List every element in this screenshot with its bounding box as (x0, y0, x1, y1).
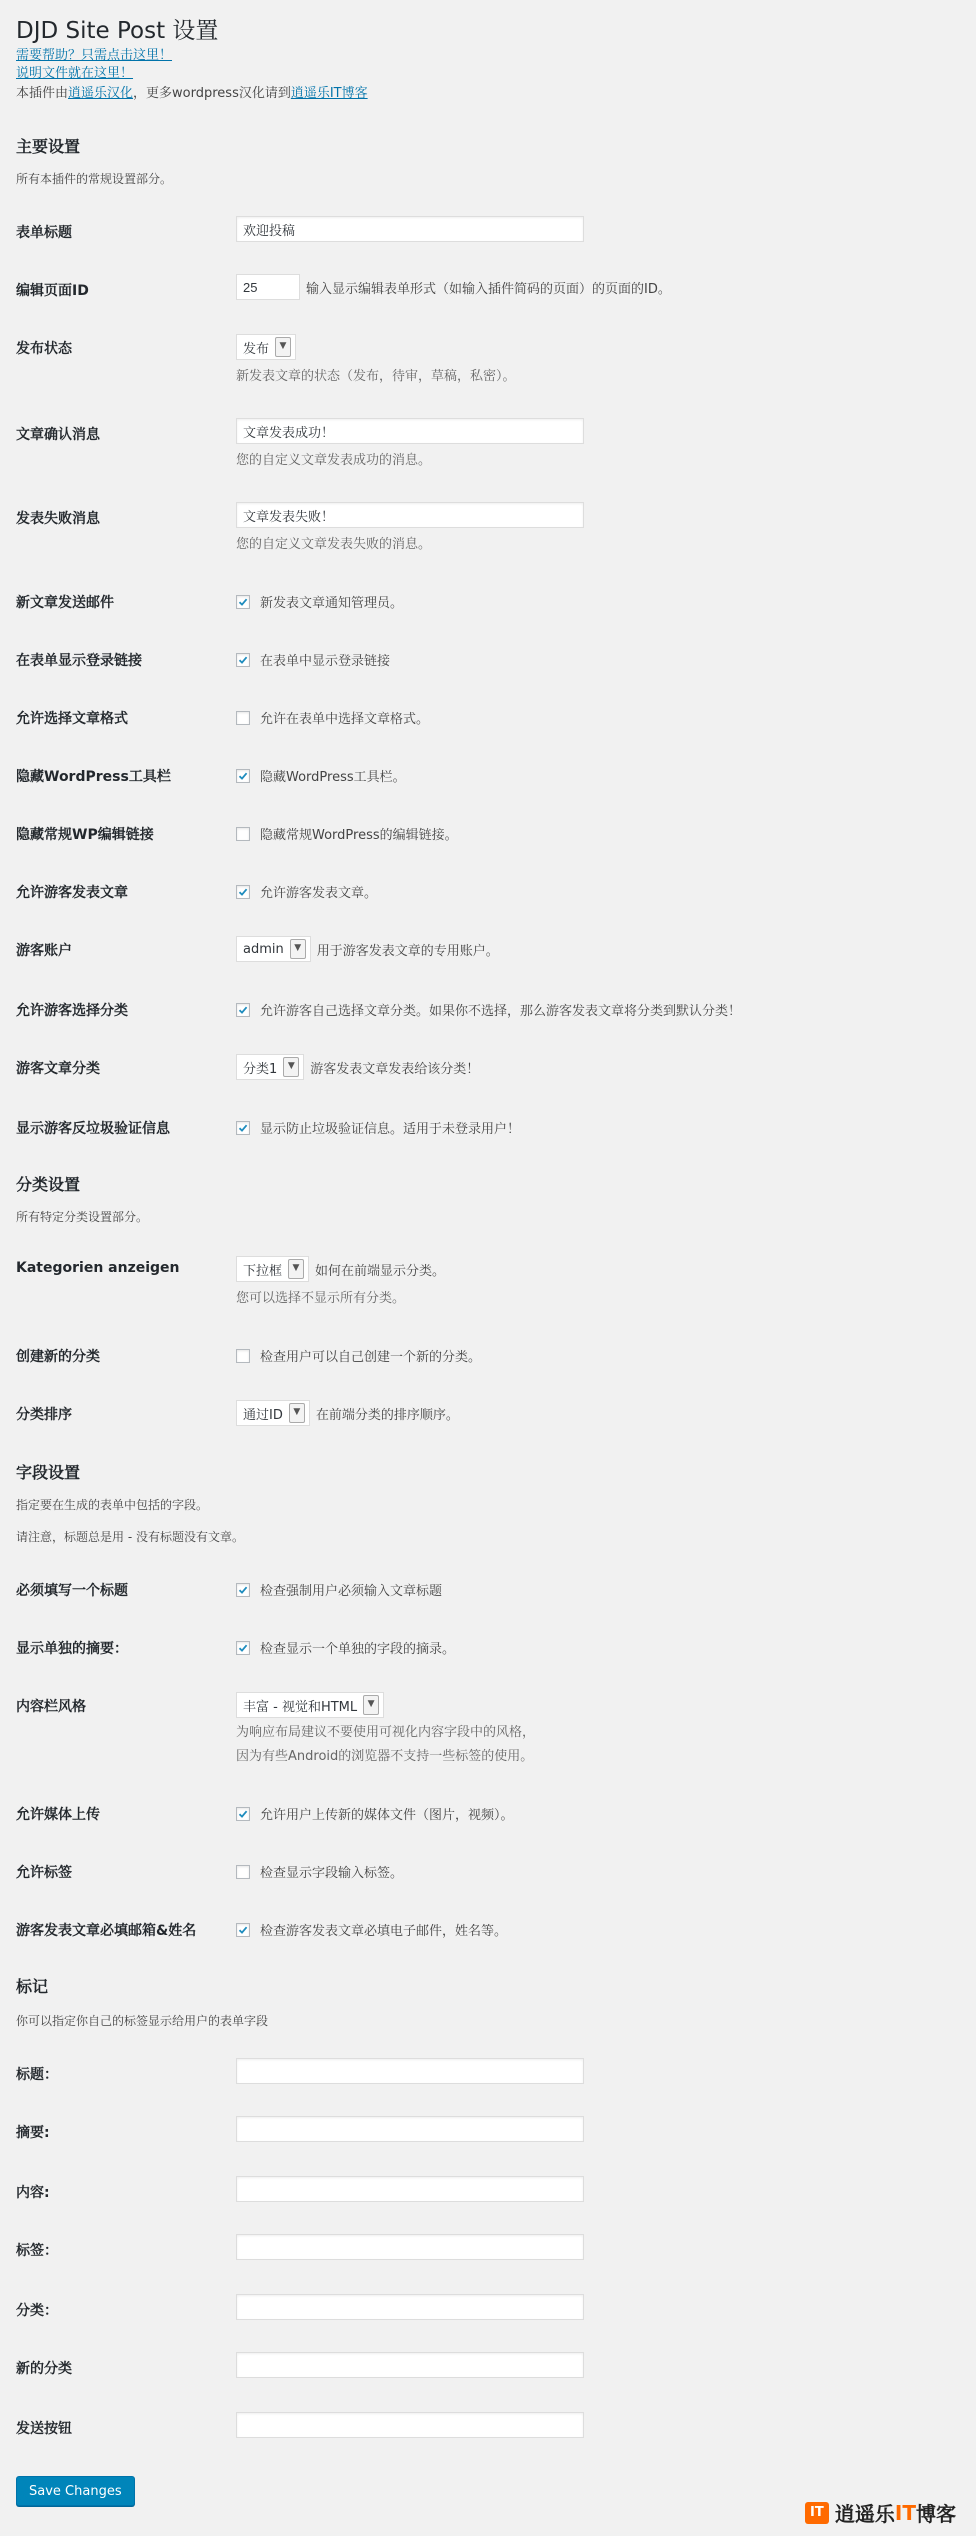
logo-text-a: 逍遥乐 (834, 2502, 895, 2526)
new-category-label-label: 新的分类 (16, 2361, 72, 2377)
checkmark-icon (238, 1809, 248, 1819)
checkmark-icon (238, 887, 248, 897)
new-post-email-checkbox[interactable] (236, 595, 250, 609)
allow-media-checkbox[interactable] (236, 1807, 250, 1821)
allow-post-format-control (236, 708, 429, 727)
fail-message-control (236, 502, 584, 528)
excerpt-label-input[interactable] (236, 2116, 584, 2142)
show-spam-info-control (236, 1118, 520, 1137)
create-category-label: 创建新的分类 (16, 1349, 100, 1365)
confirm-message-input[interactable] (236, 418, 584, 444)
section-heading-labels: 标记 (16, 1977, 49, 1996)
guest-category-value: 分类1 (243, 1061, 278, 1077)
guest-account-select[interactable] (236, 936, 311, 962)
tags-label-label: 标签： (16, 2243, 58, 2259)
watermark-logo (805, 2498, 956, 2527)
section-desc-labels: 你可以指定你自己的标签显示给用户的表单字段 (16, 2014, 269, 2028)
category-order-label: 分类排序 (16, 1407, 72, 1423)
show-spam-info-text: 显示防止垃圾验证信息。适用于未登录用户！ (260, 1122, 521, 1137)
guest-category-select[interactable] (236, 1054, 304, 1080)
hide-edit-link-text: 隐藏常规WordPress的编辑链接。 (260, 828, 458, 843)
allow-post-format-checkbox[interactable] (236, 711, 250, 725)
show-excerpt-control (236, 1638, 455, 1657)
guest-account-label: 游客账户 (16, 943, 72, 959)
title-label-label: 标题： (16, 2067, 58, 2083)
checkmark-icon (238, 1925, 248, 1935)
editor-style-control (236, 1692, 384, 1718)
tags-label-control (236, 2234, 584, 2260)
guest-email-name-control (236, 1920, 507, 1939)
credit-mid: ，更多wordpress汉化请到 (133, 86, 291, 101)
show-login-link-text: 在表单中显示登录链接 (260, 654, 391, 669)
hide-toolbar-control (236, 766, 406, 785)
allow-media-control (236, 1804, 514, 1823)
checkmark-icon (238, 1005, 248, 1015)
content-label-label: 内容: (16, 2185, 50, 2201)
section-heading-category: 分类设置 (16, 1175, 81, 1194)
category-order-value: 通过ID (243, 1407, 283, 1423)
show-categories-control (236, 1256, 445, 1282)
editor-style-value: 丰富 - 视觉和HTML (243, 1699, 358, 1715)
credit-prefix: 本插件由 (16, 86, 69, 101)
checkmark-icon (238, 655, 248, 665)
allow-post-format-label: 允许选择文章格式 (16, 711, 128, 727)
section-desc-fields-1: 指定要在生成的表单中包括的字段。 (16, 1498, 209, 1512)
chevron-down-icon: ▼ (290, 939, 306, 959)
publish-status-value: 发布 (243, 341, 270, 357)
checkmark-icon (238, 771, 248, 781)
form-title-input[interactable] (236, 216, 584, 242)
editor-style-hint: 为响应布局建议不要使用可视化内容字段中的风格， (236, 1725, 536, 1740)
category-order-control (236, 1400, 459, 1426)
new-post-email-text: 新发表文章通知管理员。 (260, 596, 404, 611)
allow-tags-text: 检查显示字段输入标签。 (260, 1866, 404, 1881)
create-category-text: 检查用户可以自己创建一个新的分类。 (260, 1350, 482, 1365)
section-desc-fields-2: 请注意，标题总是用 - 没有标题没有文章。 (16, 1530, 244, 1544)
create-category-checkbox[interactable] (236, 1349, 250, 1363)
show-categories-label: Kategorien anzeigen (16, 1260, 180, 1276)
publish-status-label: 发布状态 (16, 341, 72, 357)
guest-category-hint: 游客发表文章发表给该分类！ (310, 1061, 480, 1077)
allow-tags-checkbox[interactable] (236, 1865, 250, 1879)
new-post-email-control (236, 592, 403, 611)
new-post-email-label: 新文章发送邮件 (16, 595, 114, 611)
allow-guest-checkbox[interactable] (236, 885, 250, 899)
allow-post-format-text: 允许在表单中选择文章格式。 (260, 712, 430, 727)
show-login-link-label: 在表单显示登录链接 (16, 653, 142, 669)
category-label-input[interactable] (236, 2294, 584, 2320)
guest-category-control (236, 1054, 479, 1080)
help-link[interactable]: 需要帮助？只需点击这里！ (16, 48, 173, 63)
new-category-label-input[interactable] (236, 2352, 584, 2378)
chevron-down-icon: ▼ (288, 1259, 304, 1279)
section-desc-main: 所有本插件的常规设置部分。 (16, 172, 173, 186)
editor-style-hint2: 因为有些Android的浏览器不支持一些标签的使用。 (236, 1749, 534, 1764)
edit-page-id-hint: 输入显示编辑表单形式（如输入插件简码的页面）的页面的ID。 (306, 281, 671, 297)
docs-link[interactable]: 说明文件就在这里！ (16, 66, 134, 81)
editor-style-select[interactable] (236, 1692, 384, 1718)
category-label-label: 分类： (16, 2303, 58, 2319)
excerpt-label-control (236, 2116, 584, 2142)
chevron-down-icon: ▼ (363, 1695, 379, 1715)
guest-account-value: admin (243, 941, 284, 957)
title-label-input[interactable] (236, 2058, 584, 2084)
category-order-hint: 在前端分类的排序顺序。 (315, 1407, 459, 1423)
content-label-control (236, 2176, 584, 2202)
checkmark-icon (238, 1123, 248, 1133)
chevron-down-icon: ▼ (283, 1057, 299, 1077)
category-label-control (236, 2294, 584, 2320)
show-categories-hint: 如何在前端显示分类。 (315, 1263, 446, 1279)
allow-media-text: 允许用户上传新的媒体文件（图片，视频）。 (260, 1808, 514, 1823)
show-categories-hint2: 您可以选择不显示所有分类。 (236, 1291, 406, 1306)
chevron-down-icon: ▼ (275, 337, 291, 357)
logo-text-it: IT (894, 2500, 916, 2525)
hide-edit-link-label: 隐藏常规WP编辑链接 (16, 827, 154, 843)
submit-label-label: 发送按钮 (16, 2421, 72, 2437)
show-categories-select[interactable] (236, 1256, 309, 1282)
guest-email-name-text: 检查游客发表文章必填电子邮件，姓名等。 (260, 1924, 508, 1939)
guest-choose-cat-control (236, 1000, 741, 1019)
checkmark-icon (238, 1585, 248, 1595)
guest-choose-cat-checkbox[interactable] (236, 1003, 250, 1017)
publish-status-hint: 新发表文章的状态（发布，待审，草稿，私密）。 (236, 369, 516, 384)
require-title-label: 必须填写一个标题 (16, 1583, 128, 1599)
guest-category-label: 游客文章分类 (16, 1061, 100, 1077)
form-title-label: 表单标题 (16, 225, 72, 241)
allow-guest-text: 允许游客发表文章。 (260, 886, 378, 901)
show-excerpt-checkbox[interactable] (236, 1641, 250, 1655)
fail-message-input[interactable] (236, 502, 584, 528)
hide-toolbar-label: 隐藏WordPress工具栏 (16, 769, 171, 785)
allow-guest-control (236, 882, 377, 901)
guest-email-name-checkbox[interactable] (236, 1923, 250, 1937)
chevron-down-icon: ▼ (289, 1403, 305, 1423)
allow-tags-control (236, 1862, 403, 1881)
create-category-control (236, 1346, 481, 1365)
allow-media-label: 允许媒体上传 (16, 1807, 100, 1823)
show-spam-info-checkbox[interactable] (236, 1121, 250, 1135)
edit-page-id-label: 编辑页面ID (16, 283, 89, 299)
publish-status-control (236, 334, 296, 360)
tags-label-input[interactable] (236, 2234, 584, 2260)
publish-status-select[interactable] (236, 334, 296, 360)
allow-tags-label: 允许标签 (16, 1865, 72, 1881)
require-title-text: 检查强制用户必须输入文章标题 (260, 1584, 443, 1599)
category-order-select[interactable] (236, 1400, 310, 1426)
guest-account-hint: 用于游客发表文章的专用账户。 (316, 943, 499, 959)
hide-toolbar-text: 隐藏WordPress工具栏。 (260, 770, 406, 785)
credit-link-translator[interactable]: 逍遥乐汉化 (68, 86, 134, 101)
show-login-link-checkbox[interactable] (236, 653, 250, 667)
excerpt-label-label: 摘要: (16, 2125, 50, 2141)
new-category-label-control (236, 2352, 584, 2378)
show-categories-value: 下拉框 (243, 1263, 283, 1279)
credit-link-blog[interactable]: 逍遥乐IT博客 (290, 86, 368, 101)
show-spam-info-label: 显示游客反垃圾验证信息 (16, 1121, 170, 1137)
confirm-message-control (236, 418, 584, 444)
section-heading-main: 主要设置 (16, 137, 81, 156)
hide-edit-link-checkbox[interactable] (236, 827, 250, 841)
edit-page-id-control (236, 274, 671, 300)
form-title-control (236, 216, 584, 242)
submit-label-control (236, 2412, 584, 2438)
submit-label-input[interactable] (236, 2412, 584, 2438)
require-title-checkbox[interactable] (236, 1583, 250, 1597)
title-label-control (236, 2058, 584, 2084)
edit-page-id-input[interactable] (236, 274, 300, 300)
editor-style-label: 内容栏风格 (16, 1699, 86, 1715)
page-title: DJD Site Post 设置 (16, 18, 219, 44)
guest-account-control (236, 936, 499, 962)
content-label-input[interactable] (236, 2176, 584, 2202)
show-login-link-control (236, 650, 390, 669)
hide-edit-link-control (236, 824, 458, 843)
show-excerpt-text: 检查显示一个单独的字段的摘录。 (260, 1642, 456, 1657)
checkmark-icon (238, 1643, 248, 1653)
guest-choose-cat-label: 允许游客选择分类 (16, 1003, 128, 1019)
section-desc-category: 所有特定分类设置部分。 (16, 1210, 149, 1224)
guest-choose-cat-text: 允许游客自己选择文章分类。如果你不选择，那么游客发表文章将分类到默认分类！ (260, 1004, 742, 1019)
show-excerpt-label: 显示单独的摘要： (16, 1641, 128, 1657)
logo-text-b: 博客 (916, 2502, 956, 2526)
confirm-message-label: 文章确认消息 (16, 427, 100, 443)
allow-guest-label: 允许游客发表文章 (16, 885, 128, 901)
confirm-message-hint: 您的自定义文章发表成功的消息。 (236, 453, 432, 468)
hide-toolbar-checkbox[interactable] (236, 769, 250, 783)
checkmark-icon (238, 597, 248, 607)
logo-icon: IT (805, 2502, 829, 2524)
save-changes-button[interactable]: Save Changes (16, 2476, 135, 2506)
section-heading-fields: 字段设置 (16, 1463, 81, 1482)
guest-email-name-label: 游客发表文章必填邮箱&姓名 (16, 1923, 197, 1939)
fail-message-label: 发表失败消息 (16, 511, 100, 527)
credit-line (16, 82, 368, 101)
fail-message-hint: 您的自定义文章发表失败的消息。 (236, 537, 432, 552)
require-title-control (236, 1580, 442, 1599)
